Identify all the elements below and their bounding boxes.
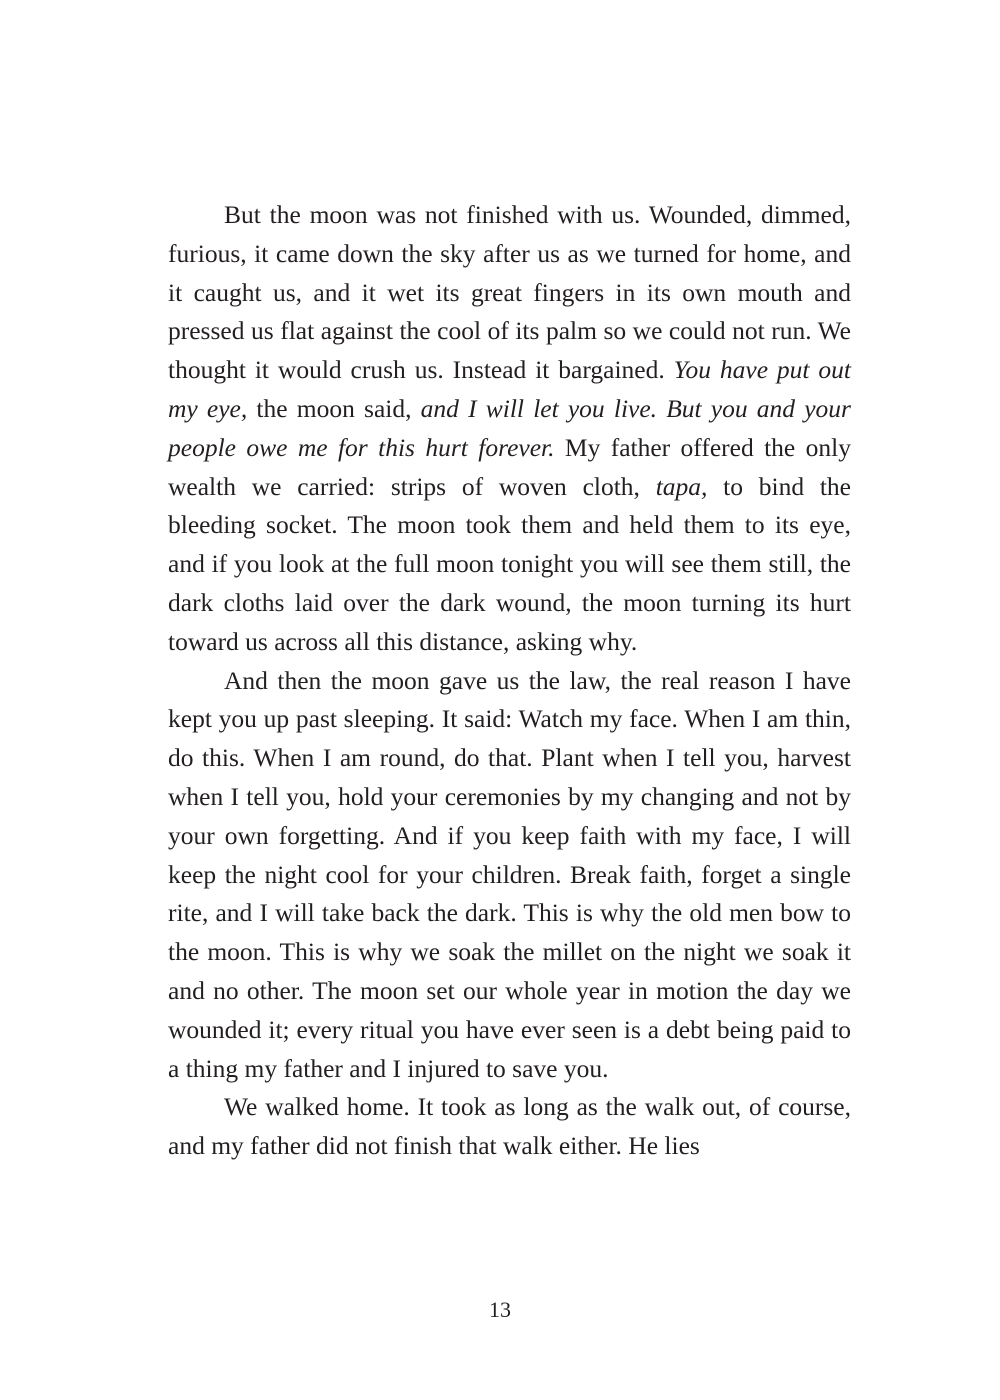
text-run: the moon said, [247,393,421,423]
paragraph-1 [168,196,851,662]
italic-text-run: and I will let you live. But you and your people owe me for this hurt forever. [168,393,851,462]
italic-text-run: You have put out my eye, [168,355,851,423]
body-text [168,196,851,1166]
paragraph-3 [168,1088,851,1166]
text-run: We walked home. It took as long as the walk out, of course, and my father did not finish that walk either. He lies [168,1092,851,1161]
italic-text-run: tapa, [655,471,708,501]
text-run: And then the moon gave us the law, the real reason I have kept you up past sleeping. It said: Watch my face. When I am thin, do this. When I am round, do that. Plant when I tell you, harvest when I tell you, hold your ceremonies by my changing and not by your own forgetting. And if you keep faith with my face, I will keep the night cool for your children. Break faith, forget a single rite, and I will take back the dark. This is why the old men bow to the moon. This is why we soak the millet on the night we soak it and no other. The moon set our whole year in motion the day we wounded it; every ritual you have ever seen is a debt being paid to a thing my father and I injured to save you. [168,665,851,1083]
text-run: My father offered the only wealth we carried: strips of woven cloth, [168,432,851,501]
paragraph-2 [168,662,851,1089]
text-run: But the moon was not finished with us. Wounded, dimmed, furious, it came down the sky after us as we turned for home, and it caught us, and it wet its great fingers in its own mouth and pressed us flat against the cool of its palm so we could not run. We thought it would crush us. Instead it bargained. [168,200,851,385]
page-number: 13 [489,1297,511,1322]
text-run: to bind the bleeding socket. The moon took them and held them to its eye, and if you look at the full moon tonight you will see them still, the dark cloths laid over the dark wound, the moon turning its hurt toward us across all this distance, asking why. [168,471,851,656]
